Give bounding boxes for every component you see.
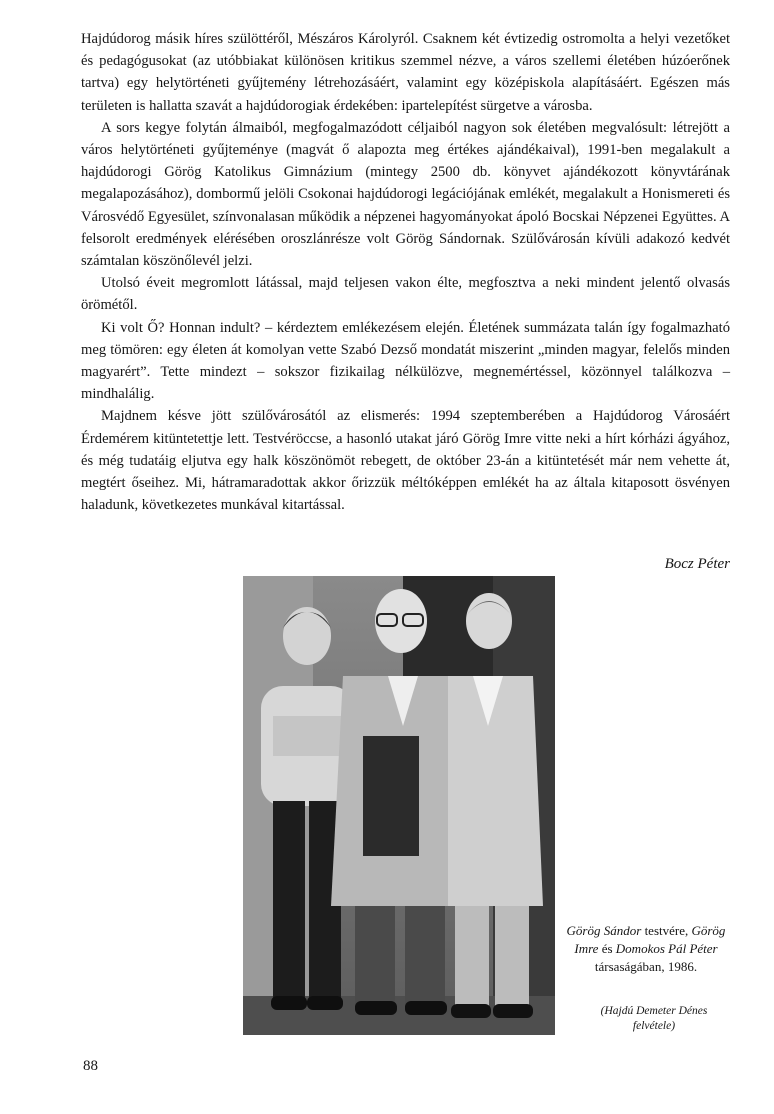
photo-illustration	[243, 576, 555, 1035]
historical-photo	[243, 576, 555, 1035]
caption-text-3: társaságában, 1986.	[594, 959, 698, 974]
photo-caption	[562, 922, 730, 976]
paragraph-5: Majdnem késve jött szülővárosától az elismerés: 1994 szeptemberében a Hajdúdorog Városáért Érdemérem kitüntetettje lett. Testvéröccse, a hasonló utakat járó Görög Imre vitte neki a hírt kórházi ágyához, és még tudatáig eljutva egy halk köszönömöt rebegett, de október 23-án a kitüntetését már nem vehette át, megtért őseihez. Mi, hátramaradottak akkor őrizzük méltóképpen emlékét ha az általa kitaposott ösvényen haladunk, következetes munkával kitartással.	[81, 408, 730, 514]
caption-name-imre: Görög Imre	[574, 923, 726, 956]
author-signature: Bocz Péter	[664, 556, 730, 572]
caption-name-sandor: Görög Sándor	[566, 923, 642, 938]
paragraph-1: Hajdúdorog másik híres szülöttéről, Mészáros Károlyról. Csaknem két évtizedig ostromolta a helyi vezetőket és pedagógusokat (az utóbbiakat különösen kritikus szemmel nézve, a város szellemi életében húzóerőnek tartva) egy helytörténeti gyűjtemény létrehozásáért, valamint egy középiskola alapításáért. Egészen más területen is hallatta szavát a hajdúdorogiak érdekében: ipartelepítést sürgetve a városba.	[81, 31, 730, 114]
page-number: 88	[83, 1058, 98, 1074]
paragraph-4: Ki volt Ő? Honnan indult? – kérdeztem emlékezésem elején. Életének summázata talán így fogalmazható meg tömören: egy életen át komolyan vette Szabó Dezső mondatát miszerint „minden magyar, felelős minden magyarért”. Tette mindezt – sokszor fizikailag nélkülözve, megnemértéssel, közönnyel találkozva – mindhalálig.	[81, 319, 730, 403]
caption-text-1: testvére,	[641, 923, 692, 938]
caption-name-domokos: Domokos Pál Péter	[615, 941, 718, 956]
caption-text-2: és	[598, 941, 616, 956]
article-body	[81, 28, 730, 516]
paragraph-2: A sors kegye folytán álmaiból, megfogalmazódott céljaiból nagyon sok életében megvalósult: létrejött a város helytörténeti gyűjteménye (magvát ő alapozta meg értékes ajándékaival), 1991-ben megalakult a hajdúdorogi Görög Katolikus Gimnázium (mintegy 2500 db. könyvet ajándékozott könyvtárának megalapozásához), dombormű jelöli Csokonai hajdúdorogi legációjának emlékét, megalakult a Honismereti és Városvédő Egyesület, színvonalasan működik a népzenei hagyományokat ápoló Bocskai Népzenei Együttes. A felsorolt eredmények elérésében oroszlánrésze volt Görög Sándornak. Szülővárosán kívüli adakozó kedvét számtalan köszönőlevél jelzi.	[81, 119, 730, 270]
photo-credit: (Hajdú Demeter Dénes felvétele)	[600, 1005, 708, 1032]
paragraph-3: Utolsó éveit megromlott látással, majd teljesen vakon élte, megfosztva a neki mindent jelentő olvasás örömétől.	[81, 275, 730, 314]
